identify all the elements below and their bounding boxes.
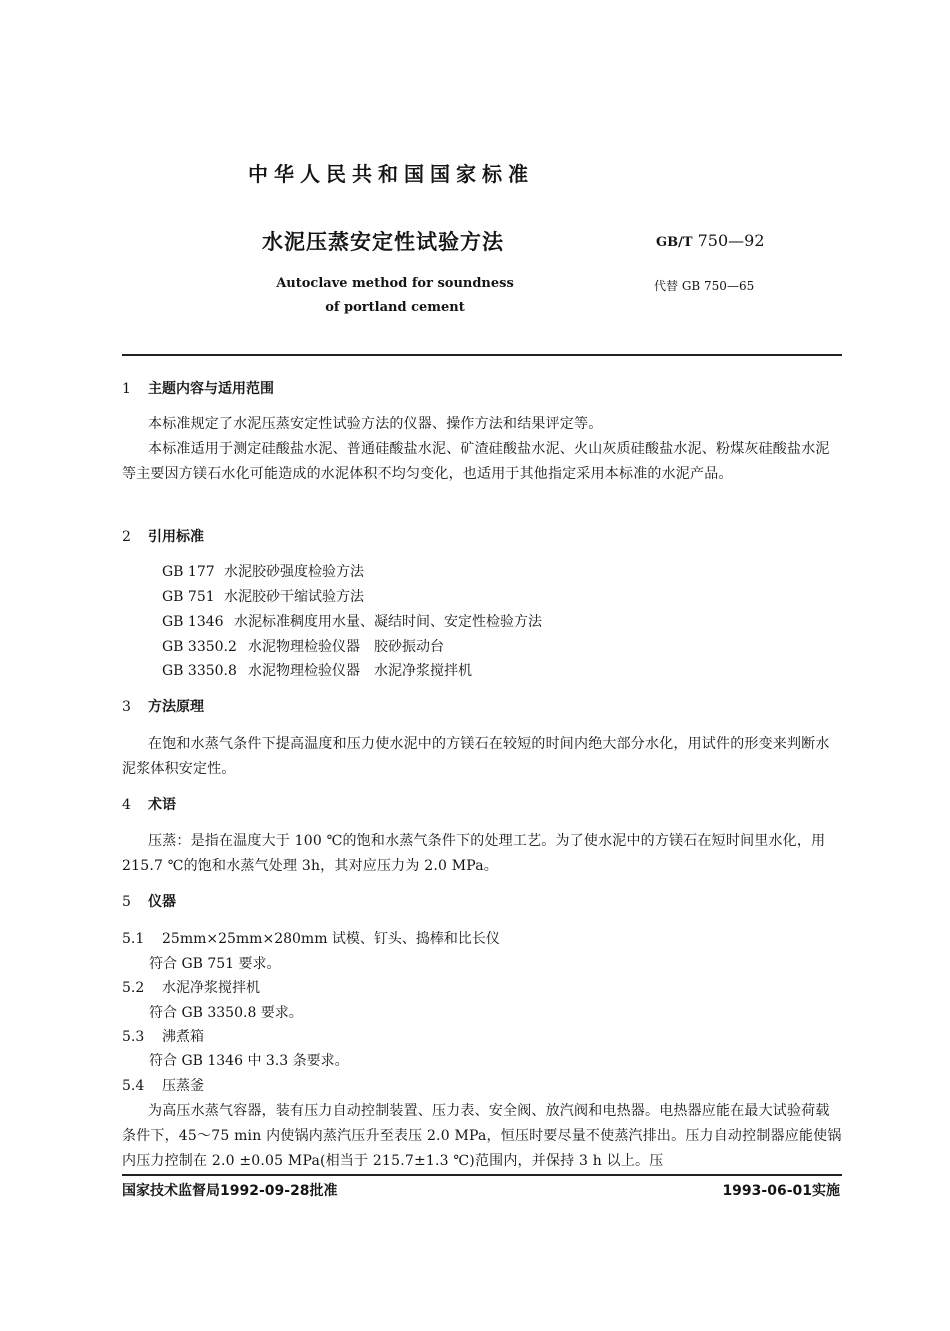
reference-item — [162, 660, 472, 680]
section-title: 仪器 — [148, 894, 176, 910]
subsection-5-1-requirement: 符合 GB 751 要求。 — [149, 956, 281, 972]
section-3-paragraph: 在饱和水蒸气条件下提高温度和压力使水泥中的方镁石在较短的时间内绝大部分水化，用试件的形变来判断水泥浆体积安定性。 — [122, 736, 830, 777]
section-1-paragraph-2: 本标准适用于测定硅酸盐水泥、普通硅酸盐水泥、矿渣硅酸盐水泥、火山灰质硅酸盐水泥、粉煤灰硅酸盐水泥等主要因方镁石水化可能造成的水泥体积不均匀变化，也适用于其他指定采用本标准的水泥产品。 — [122, 441, 830, 482]
reference-item — [162, 586, 364, 606]
replaces-note: 代替 GB 750—65 — [654, 279, 755, 293]
section-number: 1 — [122, 381, 131, 397]
section-number: 4 — [122, 797, 131, 813]
section-title: 术语 — [148, 797, 176, 813]
subsection-5-3 — [122, 1026, 204, 1046]
subsection-5-2 — [122, 977, 260, 997]
section-4-paragraph: 压蒸：是指在温度大于 100 ℃的饱和水蒸气条件下的处理工艺。为了使水泥中的方镁石在短时间里水化，用 215.7 ℃的饱和水蒸气处理 3h，其对应压力为 2.0 MPa。 — [122, 833, 826, 874]
section-2-heading — [122, 526, 204, 546]
reference-code: GB 751 — [162, 589, 215, 605]
standard-code: 750—92 — [692, 231, 765, 250]
english-title — [270, 272, 520, 320]
section-number: 5 — [122, 894, 131, 910]
subsection-title: 水泥净浆搅拌机 — [162, 980, 260, 996]
reference-item — [162, 636, 444, 656]
reference-title: 水泥胶砂强度检验方法 — [224, 564, 364, 580]
subsection-number: 5.1 — [122, 931, 145, 947]
reference-title: 水泥标准稠度用水量、凝结时间、安定性检验方法 — [234, 614, 542, 630]
section-5-heading — [122, 891, 176, 911]
subsection-title: 压蒸釜 — [162, 1078, 204, 1094]
section-1-paragraph-1: 本标准规定了水泥压蒸安定性试验方法的仪器、操作方法和结果评定等。 — [148, 416, 603, 432]
subsection-5-2-requirement: 符合 GB 3350.8 要求。 — [149, 1005, 303, 1021]
national-standard-heading: 中华人民共和国国家标准 — [248, 162, 534, 186]
subsection-5-4 — [122, 1075, 204, 1095]
section-title: 主题内容与适用范围 — [148, 381, 274, 397]
effective-date: 1993-06-01实施 — [722, 1183, 840, 1199]
reference-item — [162, 561, 364, 581]
section-title: 引用标准 — [148, 529, 204, 545]
reference-title: 水泥胶砂干缩试验方法 — [224, 589, 364, 605]
subsection-number: 5.3 — [122, 1029, 145, 1045]
reference-code: GB 1346 — [162, 614, 224, 630]
reference-title: 水泥物理检验仪器 水泥净浆搅拌机 — [248, 663, 472, 679]
header-divider — [122, 354, 842, 356]
section-title: 方法原理 — [148, 699, 204, 715]
subsection-title: 沸煮箱 — [162, 1029, 204, 1045]
reference-title: 水泥物理检验仪器 胶砂振动台 — [248, 639, 444, 655]
subsection-5-3-requirement: 符合 GB 1346 中 3.3 条要求。 — [149, 1053, 349, 1069]
standard-number — [656, 231, 765, 250]
section-number: 3 — [122, 699, 131, 715]
section-1-heading — [122, 378, 274, 398]
subsection-title: 25mm×25mm×280mm 试模、钉头、捣棒和比长仪 — [162, 931, 500, 947]
footer-divider — [122, 1174, 842, 1176]
section-number: 2 — [122, 529, 131, 545]
reference-code: GB 177 — [162, 564, 215, 580]
english-title-line2: of portland cement — [325, 300, 465, 315]
subsection-5-4-paragraph: 为高压水蒸气容器，装有压力自动控制装置、压力表、安全阀、放汽阀和电热器。电热器应能在最大试验荷载条件下，45～75 min 内使锅内蒸汽压升至表压 2.0 MPa，恒压时要尽量不使蒸汽排出。压力自动控制器应能使锅内压力控制在 2.0 ±0.05 MPa(相当于 215.7±1.3 ℃)范围内，并保持 3 h 以上。压 — [122, 1103, 842, 1169]
section-3-heading — [122, 696, 204, 716]
document-title: 水泥压蒸安定性试验方法 — [262, 230, 504, 254]
subsection-5-1 — [122, 928, 500, 948]
approval-date: 国家技术监督局1992-09-28批准 — [122, 1183, 338, 1199]
subsection-number: 5.2 — [122, 980, 145, 996]
reference-code: GB 3350.2 — [162, 639, 237, 655]
reference-code: GB 3350.8 — [162, 663, 237, 679]
subsection-number: 5.4 — [122, 1078, 145, 1094]
section-4-heading — [122, 794, 176, 814]
english-title-line1: Autoclave method for soundness — [276, 276, 514, 291]
standard-prefix: GB/T — [656, 235, 693, 250]
reference-item — [162, 611, 542, 631]
